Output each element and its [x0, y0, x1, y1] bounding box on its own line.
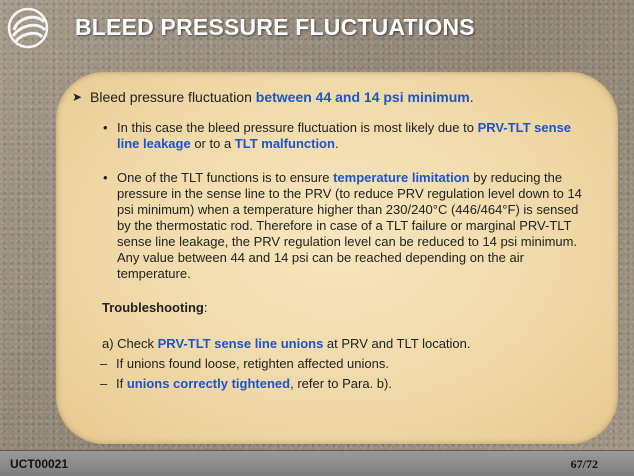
bullet-tlt-function [72, 170, 592, 282]
sub-step-refer-suffix: , refer to Para. b). [290, 376, 392, 391]
bullet-cause-highlight-1: PRV-TLT sense line leakage [117, 120, 572, 151]
swirl-logo-icon [4, 6, 54, 50]
main-point-highlight: between 44 and 14 psi minimum [255, 89, 470, 105]
bullet-dot-icon: • [103, 170, 108, 185]
bullet-tlt-prefix: One of the TLT functions is to ensure [117, 170, 334, 185]
slide-title: BLEED PRESSURE FLUCTUATIONS [75, 14, 475, 40]
bullet-tlt-suffix: by reducing the pressure in the sense line to the PRV (to reduce PRV regulation level down to 14 psi minimum) when a temperature higher than 230/240°C (446/464°F) is sensed by the thermostatic rod. Therefore in case of a TLT failure or marginal PRV-TLT sense line leakage, the PRV regulation level can be reduced to 14 psi minimum. Any value between 44 and 14 psi can be reached depending on the air temperature. [117, 170, 582, 281]
troubleshooting-heading [72, 300, 592, 316]
bullet-tlt-highlight: temperature limitation [333, 170, 470, 185]
step-a-prefix: a) Check [102, 336, 158, 351]
step-a-suffix: at PRV and TLT location. [323, 336, 471, 351]
dash-bullet: – [100, 376, 108, 391]
dash-bullet: – [100, 356, 108, 371]
page-number: 67/72 [570, 457, 598, 471]
sub-step-refer [72, 376, 592, 392]
bullet-cause-highlight-2: TLT malfunction [234, 136, 335, 151]
sub-step-retighten-text: If unions found loose, retighten affected unions. [116, 356, 389, 371]
sub-step-refer-prefix: If [116, 376, 127, 391]
document-code: UCT00021 [10, 457, 69, 471]
sub-step-refer-highlight: unions correctly tightened [126, 376, 291, 391]
bullet-cause [72, 120, 592, 152]
step-a-highlight: PRV-TLT sense line unions [157, 336, 324, 351]
bullet-dot-icon: • [103, 120, 108, 135]
troubleshooting-colon: : [203, 300, 208, 315]
bullet-cause-suffix: . [334, 136, 339, 151]
arrow-bullet-icon: ➤ [72, 90, 83, 104]
main-point-suffix: . [469, 89, 474, 105]
slide-content [72, 88, 592, 392]
bullet-cause-middle: or to a [190, 136, 235, 151]
bullet-cause-prefix: In this case the bleed pressure fluctuation is most likely due to [117, 120, 478, 135]
step-a [72, 336, 592, 352]
main-point-prefix: Bleed pressure fluctuation [90, 89, 256, 105]
main-point [72, 88, 592, 106]
sub-step-retighten [72, 356, 592, 372]
troubleshooting-label: Troubleshooting [102, 300, 204, 315]
footer-bar [0, 450, 634, 476]
